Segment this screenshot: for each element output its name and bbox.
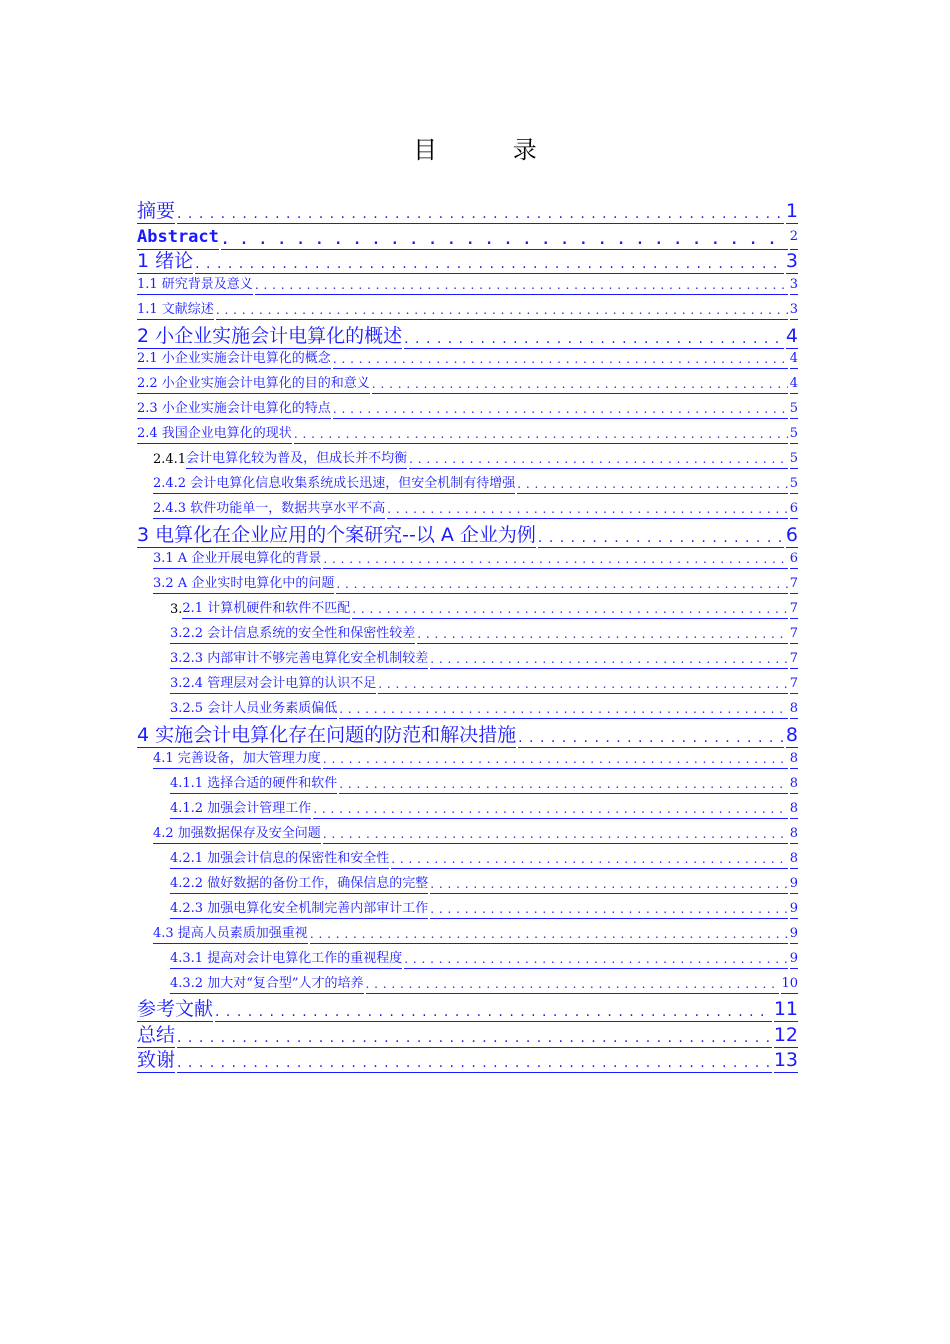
- dot-leader: [387, 500, 788, 519]
- toc-entry-title[interactable]: 2.4 我国企业电算化的现状: [137, 425, 292, 444]
- toc-entry-prefix: 2.4.1: [153, 452, 187, 467]
- toc-entry-title[interactable]: 2.1 计算机硬件和软件不匹配: [182, 600, 350, 619]
- toc-entry-title[interactable]: 2.4.2 会计电算化信息收集系统成长迅速，但安全机制有待增强: [153, 475, 515, 494]
- toc-entry[interactable]: [170, 675, 798, 694]
- toc-entry-title[interactable]: 3.2.4 管理层对会计电算的认识不足: [170, 675, 376, 694]
- toc-entry-title[interactable]: 2.3 小企业实施会计电算化的特点: [137, 400, 331, 419]
- toc-entry-page-number[interactable]: 9: [790, 875, 798, 894]
- toc-entry-title[interactable]: 2.4.3 软件功能单一，数据共享水平不高: [153, 500, 385, 519]
- toc-entry-title[interactable]: 参考文献: [137, 998, 214, 1020]
- toc-entry[interactable]: [170, 850, 798, 869]
- toc-entry-page-number[interactable]: 9: [790, 925, 798, 944]
- dot-leader: [339, 775, 788, 794]
- toc-entry[interactable]: [153, 550, 798, 569]
- toc-entry-page-number[interactable]: 8: [790, 750, 798, 769]
- toc-entry[interactable]: [170, 900, 798, 919]
- toc-entry-title[interactable]: 4.3.2 加大对“复合型”人才的培养: [170, 975, 364, 994]
- toc-entry-title[interactable]: 4.3 提高人员素质加强重视: [153, 925, 308, 944]
- toc-entry-page-number[interactable]: 4: [790, 375, 798, 394]
- toc-entry-page-number[interactable]: 7: [790, 675, 798, 694]
- dot-leader: [404, 330, 784, 349]
- toc-entry-page-number[interactable]: 11: [773, 998, 798, 1020]
- toc-entry-page-number[interactable]: 7: [790, 650, 798, 669]
- toc-entry-title[interactable]: 3.2.5 会计人员业务素质偏低: [170, 700, 337, 719]
- toc-entry[interactable]: [153, 575, 798, 594]
- toc-entry-title[interactable]: 4.1.1 选择合适的硬件和软件: [170, 775, 337, 794]
- dot-leader: [195, 255, 784, 274]
- dot-leader: [339, 700, 788, 719]
- toc-entry[interactable]: [137, 425, 798, 444]
- toc-entry[interactable]: [137, 276, 798, 295]
- toc-entry-title[interactable]: 4.3.1 提高对会计电算化工作的重视程度: [170, 950, 402, 969]
- dot-leader: [352, 600, 788, 619]
- dot-leader: [177, 1054, 772, 1073]
- toc-entry[interactable]: [170, 775, 798, 794]
- dot-leader: [409, 450, 788, 469]
- dot-leader: [323, 750, 788, 769]
- toc-entry-title[interactable]: 总结: [137, 1024, 176, 1046]
- toc-entry-title[interactable]: 4.2 加强数据保存及安全问题: [153, 825, 321, 844]
- dot-leader: [333, 350, 788, 369]
- toc-entry-page-number[interactable]: 2: [790, 225, 798, 250]
- toc-entry[interactable]: [153, 750, 798, 769]
- toc-entry-title[interactable]: 4.2.3 加强电算化安全机制完善内部审计工作: [170, 900, 428, 919]
- toc-entry[interactable]: [170, 650, 798, 669]
- toc-entry-page-number[interactable]: 10: [781, 975, 798, 994]
- dot-leader: [177, 1029, 772, 1048]
- toc-entry-page-number[interactable]: 8: [790, 700, 798, 719]
- toc-entry-page-number[interactable]: 6: [790, 500, 798, 519]
- toc-entry[interactable]: [137, 350, 798, 369]
- toc-entry-prefix: 3.: [170, 602, 183, 617]
- toc-entry[interactable]: [137, 523, 798, 548]
- dot-leader: [518, 729, 784, 748]
- toc-entry-page-number[interactable]: 3: [790, 276, 798, 295]
- toc-entry-page-number[interactable]: 1: [785, 200, 798, 222]
- dot-leader: [378, 675, 788, 694]
- toc-entry[interactable]: [137, 723, 798, 748]
- dot-leader: [333, 400, 788, 419]
- toc-entry-page-number[interactable]: 6: [785, 524, 798, 546]
- dot-leader: [404, 950, 788, 969]
- toc-entry-title[interactable]: 3.1 A 企业开展电算化的背景: [153, 550, 321, 569]
- toc-entry-page-number[interactable]: 5: [790, 400, 798, 419]
- toc-entry-page-number[interactable]: 3: [790, 301, 798, 320]
- dot-leader: [430, 875, 788, 894]
- toc-entry-title[interactable]: 摘要: [137, 200, 176, 222]
- toc-entry[interactable]: [170, 625, 798, 644]
- toc-entry-page-number[interactable]: 12: [773, 1024, 798, 1046]
- dot-leader: [538, 529, 784, 548]
- toc-entry-title[interactable]: 4.1 完善设备，加大管理力度: [153, 750, 321, 769]
- toc-entry-page-number[interactable]: 8: [790, 825, 798, 844]
- toc-entry-title[interactable]: 2 小企业实施会计电算化的概述: [137, 325, 403, 347]
- dot-leader: [391, 850, 788, 869]
- toc-entry[interactable]: [137, 249, 798, 274]
- toc-entry[interactable]: [137, 225, 798, 250]
- toc-entry-title[interactable]: 4.2.1 加强会计信息的保密性和安全性: [170, 850, 389, 869]
- toc-entry-title[interactable]: 1.1 研究背景及意义: [137, 276, 253, 295]
- toc-entry[interactable]: [170, 875, 798, 894]
- dot-leader: [517, 475, 788, 494]
- dot-leader: [313, 800, 788, 819]
- toc-entry-title[interactable]: 1 绪论: [137, 250, 194, 272]
- toc-entry-page-number[interactable]: 7: [790, 625, 798, 644]
- toc-entry[interactable]: [137, 375, 798, 394]
- dot-leader: [294, 425, 788, 444]
- dot-leader: [372, 375, 788, 394]
- toc-entry[interactable]: [170, 600, 798, 619]
- toc-entry-page-number[interactable]: 3: [785, 250, 798, 272]
- toc-entry-page-number[interactable]: 5: [790, 425, 798, 444]
- toc-entry-title[interactable]: 致谢: [137, 1049, 176, 1071]
- toc-entry[interactable]: [170, 950, 798, 969]
- toc-entry-title[interactable]: 3.2.3 内部审计不够完善电算化安全机制较差: [170, 650, 428, 669]
- toc-entry-page-number[interactable]: 8: [790, 850, 798, 869]
- toc-entry[interactable]: [153, 825, 798, 844]
- toc-entry-page-number[interactable]: 4: [785, 325, 798, 347]
- toc-entry[interactable]: [170, 975, 798, 994]
- toc-entry[interactable]: [153, 925, 798, 944]
- toc-entry[interactable]: [153, 475, 798, 494]
- dot-leader: [310, 925, 788, 944]
- page-title: 目 录: [413, 136, 571, 164]
- toc-entry-page-number[interactable]: 7: [790, 575, 798, 594]
- toc-entry-title[interactable]: 1.1 文献综述: [137, 301, 214, 320]
- dot-leader: [216, 301, 788, 320]
- toc-entry-page-number[interactable]: 8: [790, 775, 798, 794]
- dot-leader: [215, 1003, 772, 1022]
- toc-entry-page-number[interactable]: 8: [790, 800, 798, 819]
- dot-leader: [336, 575, 787, 594]
- toc-entry-title[interactable]: 会计电算化较为普及，但成长并不均衡: [186, 450, 407, 469]
- dot-leader: [417, 625, 788, 644]
- toc-entry[interactable]: [137, 199, 798, 224]
- toc-entry-title[interactable]: 4.1.2 加强会计管理工作: [170, 800, 311, 819]
- toc-entry[interactable]: [170, 800, 798, 819]
- toc-entry[interactable]: [170, 700, 798, 719]
- toc-entry[interactable]: [137, 301, 798, 320]
- toc-entry-title[interactable]: 2.2 小企业实施会计电算化的目的和意义: [137, 375, 370, 394]
- toc-entry-page-number[interactable]: 4: [790, 350, 798, 369]
- toc-entry-title[interactable]: 3.2.2 会计信息系统的安全性和保密性较差: [170, 625, 415, 644]
- toc-entry-title[interactable]: Abstract: [137, 225, 219, 250]
- toc-entry[interactable]: [137, 324, 798, 349]
- toc-entry-page-number[interactable]: 9: [790, 900, 798, 919]
- dot-leader: [255, 276, 788, 295]
- dot-leader: [430, 650, 788, 669]
- toc-entry-title[interactable]: 3 电算化在企业应用的个案研究--以 A 企业为例: [137, 524, 536, 546]
- toc-entry-page-number[interactable]: 7: [790, 600, 798, 619]
- toc-entry[interactable]: [153, 450, 798, 469]
- toc-entry[interactable]: [153, 500, 798, 519]
- dot-leader: [323, 550, 787, 569]
- dot-leader: [177, 205, 784, 224]
- toc-entry-page-number[interactable]: 5: [790, 475, 798, 494]
- dot-leader: [323, 825, 788, 844]
- toc-entry-page-number[interactable]: 5: [790, 450, 798, 469]
- toc-entry[interactable]: [137, 997, 798, 1022]
- toc-entry-page-number[interactable]: 13: [773, 1049, 798, 1071]
- toc-entry-title[interactable]: 2.1 小企业实施会计电算化的概念: [137, 350, 331, 369]
- toc-entry-page-number[interactable]: 8: [785, 724, 798, 746]
- toc-entry-page-number[interactable]: 6: [790, 550, 798, 569]
- dot-leader: [430, 900, 788, 919]
- dot-leader: [366, 975, 780, 994]
- toc-entry[interactable]: [137, 400, 798, 419]
- toc-entry[interactable]: [137, 1023, 798, 1048]
- toc-entry-title[interactable]: 4.2.2 做好数据的备份工作，确保信息的完整: [170, 875, 428, 894]
- toc-entry-title[interactable]: 3.2 A 企业实时电算化中的问题: [153, 575, 334, 594]
- toc-entry-title[interactable]: 4 实施会计电算化存在问题的防范和解决措施: [137, 724, 517, 746]
- toc-entry-page-number[interactable]: 9: [790, 950, 798, 969]
- toc-entry[interactable]: [137, 1048, 798, 1073]
- dot-leader: [221, 231, 788, 250]
